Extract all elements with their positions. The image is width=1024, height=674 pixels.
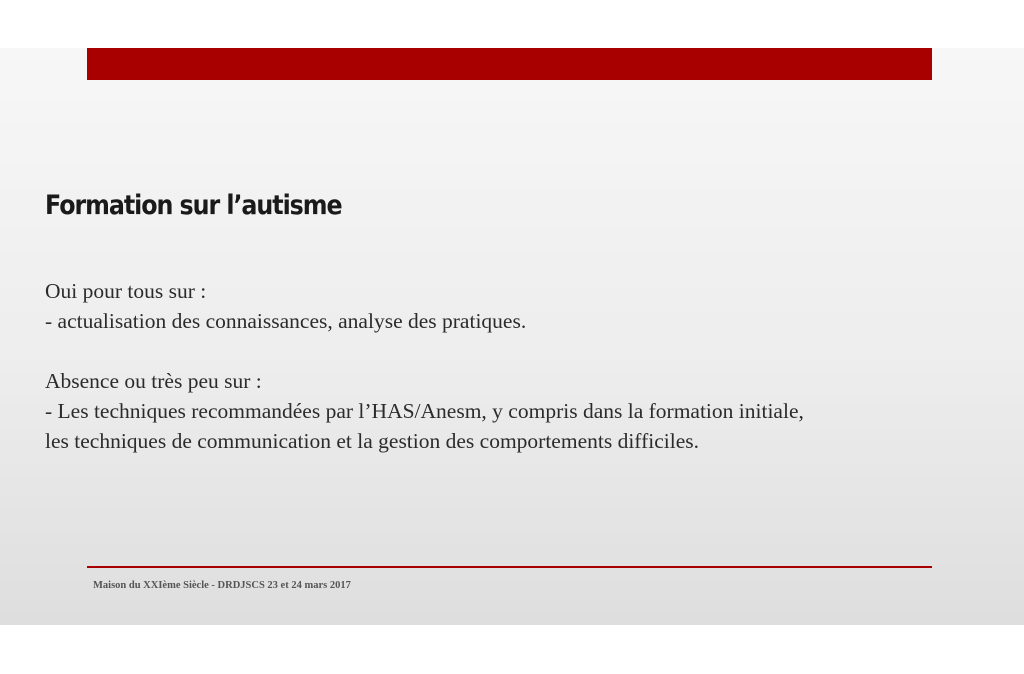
slide-footer: Maison du XXIème Siècle - DRDJSCS 23 et 24 mars 2017: [93, 580, 351, 591]
slide-title: Formation sur l’autisme: [45, 190, 342, 221]
body-line: - Les techniques recommandées par l’HAS/Anesm, y compris dans la formation initiale,: [45, 399, 804, 423]
paragraph-gap: [45, 336, 985, 366]
top-accent-bar: [87, 48, 932, 80]
slide-body: [45, 276, 985, 456]
footer-divider: [87, 566, 932, 568]
slide: [0, 48, 1024, 625]
body-line: les techniques de communication et la gestion des comportements difficiles.: [45, 429, 699, 453]
body-line: Oui pour tous sur :: [45, 279, 207, 303]
body-line: Absence ou très peu sur :: [45, 369, 262, 393]
body-line: - actualisation des connaissances, analyse des pratiques.: [45, 309, 527, 333]
